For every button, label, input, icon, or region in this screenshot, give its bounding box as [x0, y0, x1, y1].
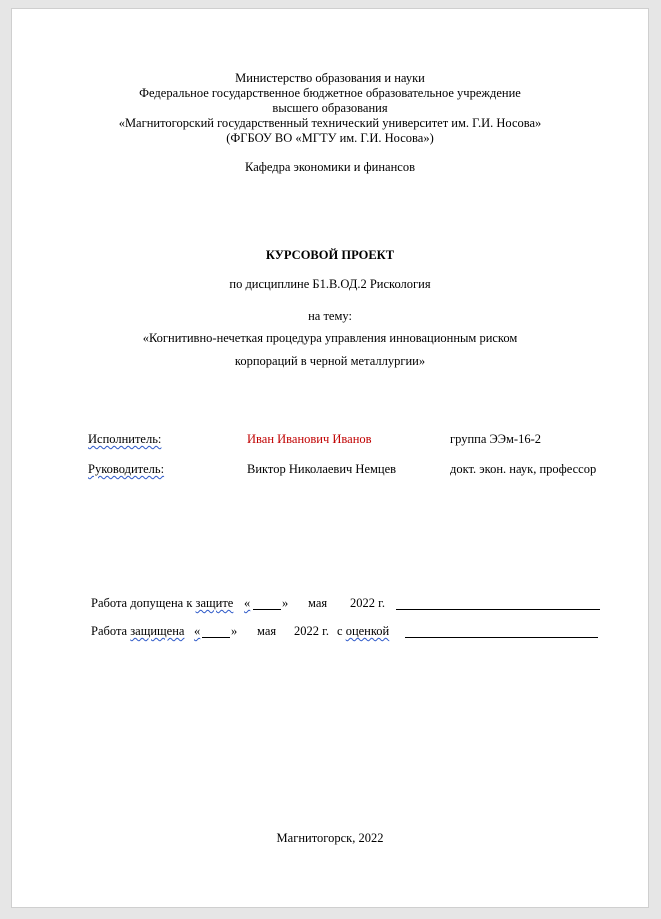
- topic-line-1: «Когнитивно-нечеткая процедура управления инновационным риском: [142, 331, 518, 345]
- header-line: Федеральное государственное бюджетное образовательное учреждение: [139, 86, 521, 100]
- grade-prefix: с: [337, 624, 343, 638]
- topic-label: на тему:: [308, 309, 352, 323]
- supervisor-name: Виктор Николаевич Немцев: [247, 462, 397, 476]
- executor-name: Иван Иванович Иванов: [247, 432, 372, 446]
- defended-prefix: Работа: [91, 624, 128, 638]
- day-blank: [253, 609, 281, 610]
- grade-line: [337, 624, 389, 639]
- header-line: (ФГБОУ ВО «МГТУ им. Г.И. Носова»): [226, 131, 434, 145]
- project-title: КУРСОВОЙ ПРОЕКТ: [265, 248, 395, 262]
- grade-word: оценкой: [345, 624, 390, 638]
- defended-year: 2022 г.: [294, 624, 329, 638]
- defended-word: защищена: [130, 624, 185, 638]
- header-line: «Магнитогорский государственный технический университет им. Г.И. Носова»: [118, 116, 542, 130]
- topic-line-2: корпораций в черной металлургии»: [234, 354, 426, 368]
- institution-header: [12, 71, 648, 146]
- executor-group: группа ЭЭм-16-2: [450, 432, 542, 446]
- supervisor-label: Руководитель:: [88, 462, 165, 476]
- admitted-year: 2022 г.: [350, 596, 385, 610]
- header-line: высшего образования: [272, 101, 388, 115]
- executor-label: Исполнитель:: [88, 432, 162, 446]
- admitted-quote-open: «: [244, 596, 251, 610]
- grade-blank: [405, 637, 598, 638]
- admitted-word: защите: [195, 596, 234, 610]
- supervisor-title: докт. экон. наук, профессор: [450, 462, 597, 476]
- defended-quote-close: »: [231, 624, 238, 638]
- admitted-prefix: Работа допущена к: [91, 596, 193, 610]
- signature-blank: [396, 609, 600, 610]
- discipline-line: по дисциплине Б1.В.ОД.2 Рискология: [229, 277, 431, 291]
- document-page: [11, 8, 649, 908]
- defended-month: мая: [257, 624, 277, 638]
- department-name: Кафедра экономики и финансов: [245, 160, 415, 174]
- day-blank-2: [202, 637, 230, 638]
- defended-quote-open: «: [194, 624, 201, 638]
- admitted-quote-close: »: [282, 596, 289, 610]
- city-year: Магнитогорск, 2022: [276, 831, 384, 845]
- defended-line: [91, 624, 184, 639]
- admitted-month: мая: [308, 596, 328, 610]
- header-line: Министерство образования и науки: [235, 71, 425, 85]
- admitted-line: [91, 596, 233, 611]
